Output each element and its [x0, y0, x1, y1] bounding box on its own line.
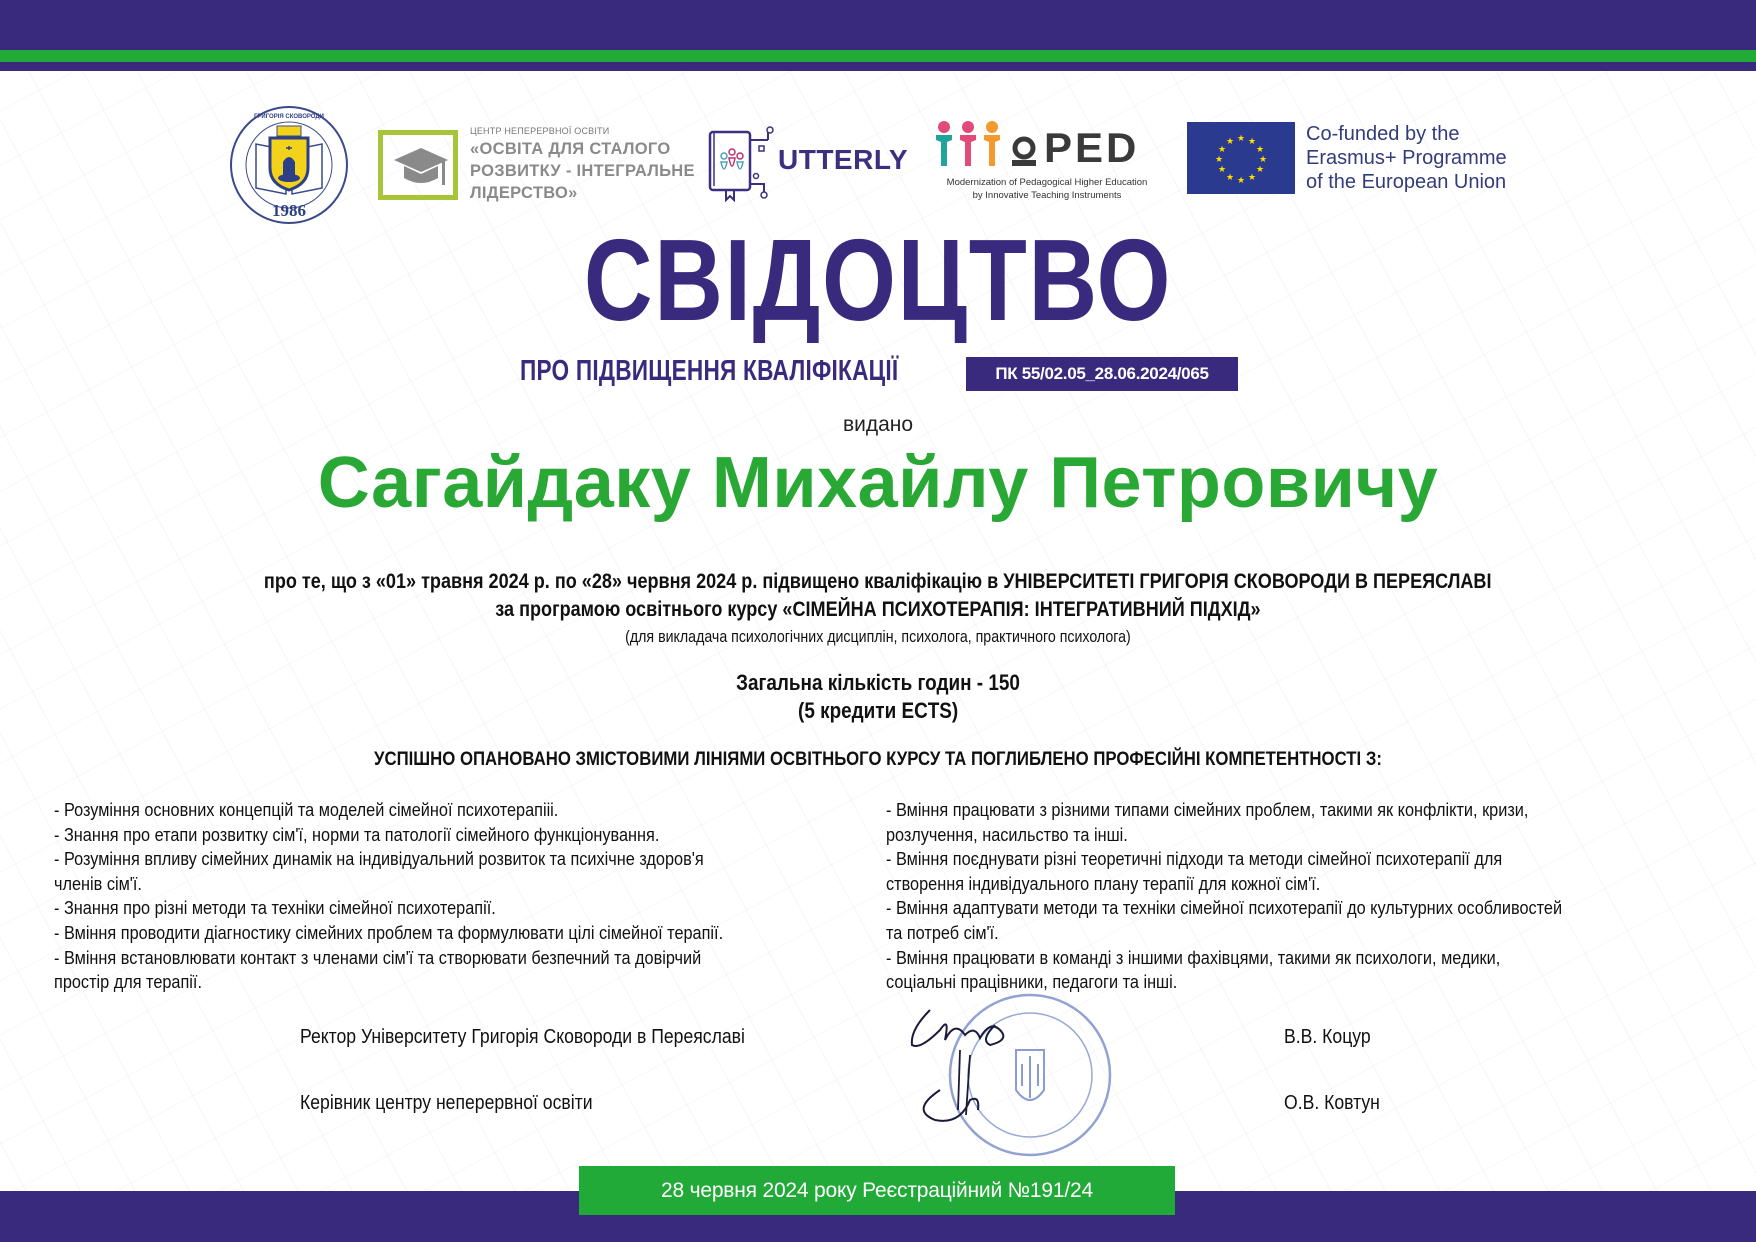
svg-text:ГРИГОРІЯ СКОВОРОДИ: ГРИГОРІЯ СКОВОРОДИ: [254, 114, 324, 120]
center-head-title: [300, 1092, 632, 1115]
top-band-purple: [0, 0, 1756, 50]
competency-line: - Вміння проводити діагностику сімейних проблем та формулювати цілі сімейної терапії.: [54, 921, 724, 943]
center-logo-line: ЛІДЕРСТВО»: [470, 184, 578, 202]
certificate-number-badge: ПК 55/02.05_28.06.2024/065: [966, 357, 1238, 391]
rector-title-text: Ректор Університету Григорія Сковороди в Переяславі: [300, 1026, 745, 1048]
competency-line: та потреб сім'ї.: [886, 921, 999, 943]
ects-credits-text: (5 кредити ECTS): [797, 698, 959, 723]
eu-flag-icon: [1187, 122, 1295, 194]
competency-line: розлучення, насильство та інші.: [886, 823, 1128, 845]
moped-logo-text: PED: [1044, 124, 1140, 171]
competency-line: - Знання про етапи розвитку сім'ї, норми та патології сімейного функціонування.: [54, 823, 660, 845]
svg-text:★: ★: [1247, 173, 1257, 183]
recipient-name: Сагайдаку Михайлу Петровичу: [317, 443, 1439, 523]
competency-line: - Вміння працювати з різними типами сімейних проблем, такими як конфлікти, кризи,: [886, 799, 1529, 820]
handwritten-signatures: [900, 1000, 1060, 1130]
competency-line: - Розуміння основних концепцій та моделей сімейної психотерапііі.: [54, 799, 559, 820]
competency-line: - Вміння адаптувати методи та техніки сімейної психотерапії до культурних особливостей: [886, 897, 1563, 919]
competencies-heading: [0, 748, 1756, 771]
course-audience-text: (для викладача психологічних дисциплін, психолога, практичного психолога): [625, 628, 1131, 646]
rector-title: [300, 1026, 806, 1049]
competency-line: простір для терапії.: [54, 971, 202, 993]
continuous-education-center-logo: [378, 124, 698, 204]
total-hours: [0, 670, 1756, 696]
course-audience: [0, 628, 1756, 647]
book-circuit-icon: [706, 126, 786, 202]
competency-line: створення індивідуального плану терапії для кожної сім'ї.: [886, 872, 1321, 894]
center-head-title-text: Керівник центру неперервної освіти: [300, 1092, 593, 1114]
svg-text:1986: 1986: [272, 201, 306, 220]
top-band-green-stripe: [0, 50, 1756, 62]
svg-text:★: ★: [1236, 176, 1246, 186]
utterly-logo-text: UTTERLY: [778, 144, 909, 175]
competency-line: - Вміння поєднувати різні теоретичні підходи та методи сімейної психотерапії для: [886, 848, 1503, 870]
competency-line: членів сім'ї.: [54, 872, 142, 894]
competency-line: - Розуміння впливу сімейних динамік на індивідуальний розвиток та психічне здоров'я: [54, 848, 704, 870]
competency-line: - Знання про різні методи та техніки сімейної психотерапії.: [54, 897, 496, 919]
university-seal-logo: [228, 104, 350, 226]
competencies-heading-text: УСПІШНО ОПАНОВАНО ЗМІСТОВИМИ ЛІНІЯМИ ОСВІТНЬОГО КУРСУ ТА ПОГЛИБЛЕНО ПРОФЕСІЙНІ КОМПЕТЕНТНОСТІ З:: [374, 748, 1382, 770]
issued-label: видано: [842, 413, 914, 436]
signature-icon: [900, 1000, 1060, 1130]
people-figures-icon: [934, 120, 1044, 174]
graduation-cap-icon: [392, 146, 450, 190]
svg-text:★: ★: [1225, 137, 1235, 147]
svg-text:★: ★: [1217, 145, 1227, 155]
moped-logo-subtitle: [934, 176, 1160, 202]
rector-name: [1284, 1026, 1382, 1049]
university-seal-icon: [228, 104, 350, 226]
svg-text:★: ★: [1258, 155, 1268, 165]
eu-flag-logo: [1187, 122, 1295, 194]
top-band-purple-thin: [0, 62, 1756, 71]
moped-subtitle-line: Modernization of Pedagogical Higher Education: [946, 177, 1148, 188]
total-hours-text: Загальна кількість годин - 150: [736, 670, 1020, 695]
svg-text:★: ★: [1247, 137, 1257, 147]
moped-logo: [934, 120, 1160, 206]
center-head-name-text: О.В. Ковтун: [1284, 1092, 1380, 1114]
registration-box: 28 червня 2024 року Реєстраційний №191/24: [579, 1166, 1175, 1215]
rector-name-text: В.В. Коцур: [1284, 1026, 1371, 1048]
erasmus-line: Erasmus+ Programme: [1306, 147, 1507, 169]
competency-line: - Вміння працювати в команді з іншими фахівцями, такими як психологи, медики,: [886, 946, 1501, 968]
competency-line: соціальні працівники, педагоги та інші.: [886, 971, 1178, 993]
center-head-name: [1284, 1092, 1393, 1115]
course-program-text: за програмою освітнього курсу «СІМЕЙНА ПСИХОТЕРАПІЯ: ІНТЕГРАТИВНИЙ ПІДХІД»: [495, 598, 1261, 621]
svg-text:★: ★: [1225, 173, 1235, 183]
certificate-subtitle: ПРО ПІДВИЩЕННЯ КВАЛІФІКАЦІЇ: [520, 355, 899, 387]
erasmus-line: Co-funded by the: [1306, 123, 1460, 145]
certificate-title: СВІДОЦТВО: [583, 215, 1173, 345]
center-logo-small-label: ЦЕНТР НЕПЕРЕРВНОЇ ОСВІТИ: [470, 126, 610, 136]
competency-line: - Вміння встановлювати контакт з членами сім'ї та створювати безпечний та довірчий: [54, 946, 702, 968]
svg-text:★: ★: [1236, 134, 1246, 144]
svg-text:★: ★: [1217, 165, 1227, 175]
svg-text:★: ★: [1214, 155, 1224, 165]
ects-credits: [0, 698, 1756, 724]
moped-subtitle-line: by Innovative Teaching Instruments: [972, 190, 1122, 201]
course-dates-text: про те, що з «01» травня 2024 р. по «28» червня 2024 р. підвищено кваліфікацію в УНІВЕРСИТЕТІ ГРИГОРІЯ СКОВОРОДИ В ПЕРЕЯСЛАВІ: [264, 570, 1492, 593]
center-logo-line: РОЗВИТКУ - ІНТЕГРАЛЬНЕ: [470, 162, 695, 180]
competencies-list-left: [54, 798, 884, 995]
center-logo-line: «ОСВІТА ДЛЯ СТАЛОГО: [470, 140, 671, 158]
erasmus-cofunded-text: [1306, 122, 1507, 194]
svg-text:★: ★: [1255, 145, 1265, 155]
center-logo-name: [470, 138, 695, 204]
course-program-statement: [0, 598, 1756, 622]
svg-text:★: ★: [1255, 165, 1265, 175]
erasmus-line: of the European Union: [1306, 171, 1507, 193]
utterly-logo: [706, 126, 916, 202]
course-dates-statement: [0, 570, 1756, 594]
competencies-list-right: [886, 798, 1706, 995]
